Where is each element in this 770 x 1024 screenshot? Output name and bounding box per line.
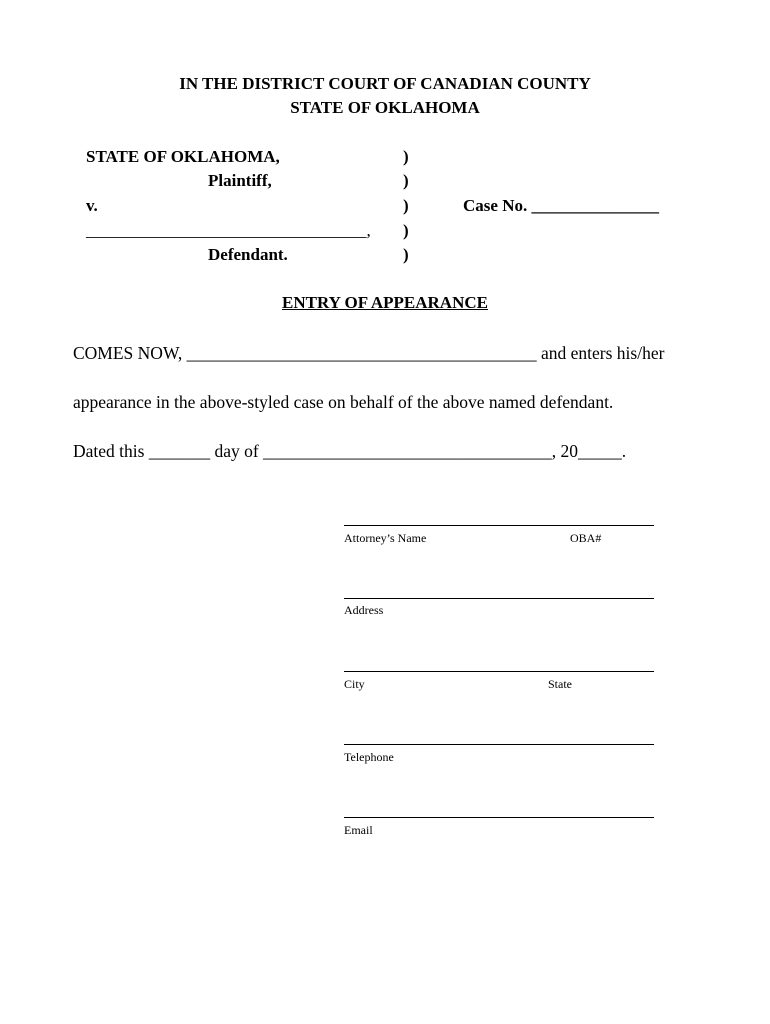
court-heading-line-1: IN THE DISTRICT COURT OF CANADIAN COUNTY: [179, 74, 591, 93]
email-label: Email: [344, 823, 373, 837]
caption-parenthesis: ): [403, 147, 409, 166]
attorney-name-label: Attorney’s Name: [344, 531, 427, 545]
body-line-comes-now: COMES NOW, ________________________________________ and enters his/her: [73, 343, 665, 363]
state-label: State: [548, 677, 572, 691]
plaintiff-role: Plaintiff,: [208, 171, 272, 190]
caption-parenthesis: ): [403, 245, 409, 264]
caption-parenthesis: ): [403, 196, 409, 215]
telephone-line: [344, 744, 654, 745]
email-line: [344, 817, 654, 818]
court-heading-line-2: STATE OF OKLAHOMA: [290, 98, 480, 117]
case-number: Case No. _______________: [463, 196, 659, 215]
versus-label: v.: [86, 196, 98, 215]
telephone-label: Telephone: [344, 750, 394, 764]
plaintiff-name: STATE OF OKLAHOMA,: [86, 147, 280, 166]
caption-parenthesis: ): [403, 221, 409, 240]
city-label: City: [344, 677, 365, 691]
document-title: ENTRY OF APPEARANCE: [282, 293, 488, 312]
caption-parenthesis: ): [403, 171, 409, 190]
address-line: [344, 598, 654, 599]
body-line-dated: Dated this _______ day of _________________________________, 20_____.: [73, 441, 627, 461]
defendant-role: Defendant.: [208, 245, 288, 264]
city-state-line: [344, 671, 654, 672]
defendant-name-blank: _________________________________,: [86, 221, 371, 240]
oba-number-label: OBA#: [570, 531, 602, 545]
attorney-name-line: [344, 525, 654, 526]
body-line-appearance: appearance in the above-styled case on behalf of the above named defendant.: [73, 392, 614, 412]
address-label: Address: [344, 603, 384, 617]
